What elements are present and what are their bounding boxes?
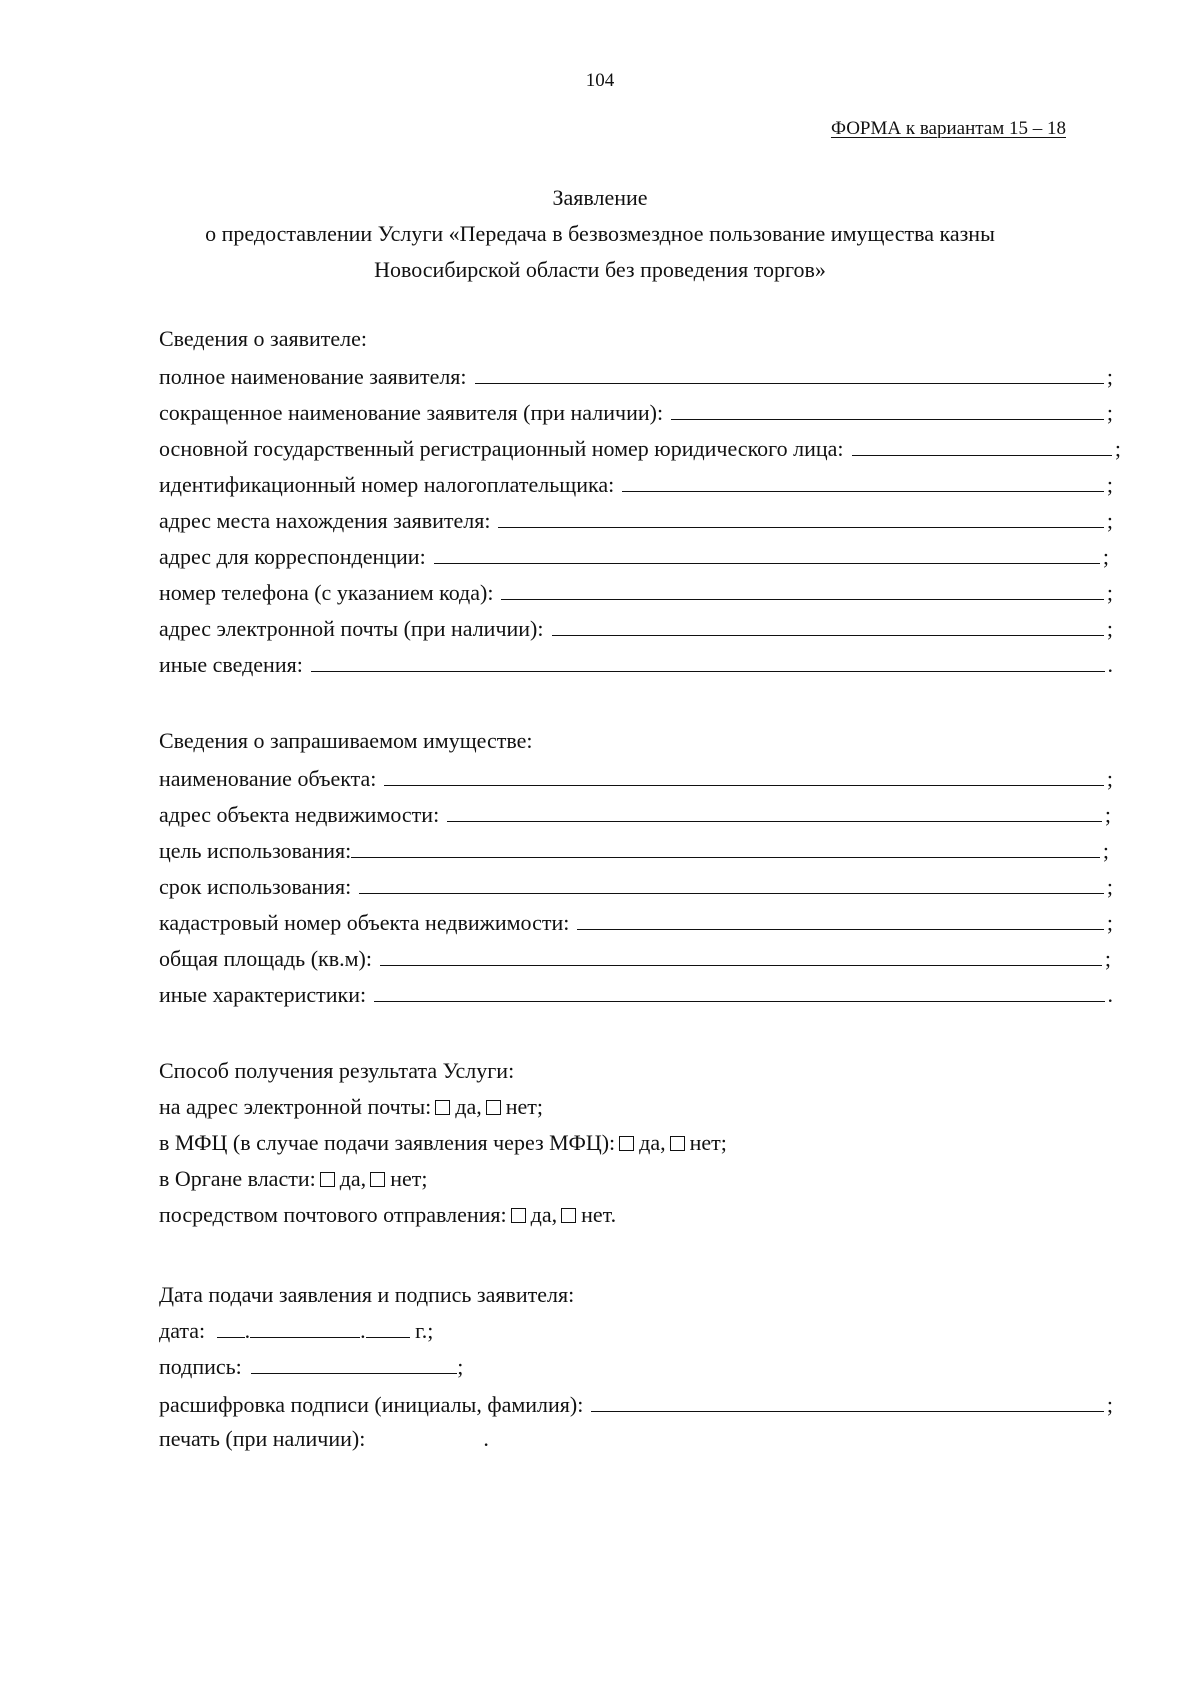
date-year-field[interactable] [366,1317,410,1338]
field-label: расшифровка подписи (инициалы, фамилия): [159,1392,584,1417]
document-title [0,180,1200,288]
signature-label: подпись: [159,1354,242,1379]
fill-line[interactable] [591,1410,1104,1412]
signature-row: подпись: ; [159,1354,464,1379]
form-variant-label: ФОРМА к вариантам 15 – 18 [830,118,1066,139]
field-inn: идентификационный номер налогоплательщика: ; [159,472,1113,497]
field-term: срок использования: ; [159,874,1113,899]
field-label: адрес электронной почты (при наличии): [159,616,544,641]
fill-line[interactable] [498,526,1103,528]
field-correspondence-address: адрес для корреспонденции: ; [159,544,1109,569]
stamp-row: печать (при наличии): . [159,1426,489,1451]
date-month-field[interactable] [250,1317,360,1338]
checkbox-no[interactable] [670,1136,685,1151]
title-line-3: Новосибирской области без проведения торгов» [374,257,826,282]
checkbox-yes[interactable] [320,1172,335,1187]
field-other-info: иные сведения: . [159,652,1113,677]
field-label: наименование объекта: [159,766,377,791]
field-location-address: адрес места нахождения заявителя: ; [159,508,1113,533]
field-ogrn: основной государственный регистрационный номер юридического лица: ; [159,436,1121,461]
checkbox-no[interactable] [486,1100,501,1115]
checkbox-yes[interactable] [619,1136,634,1151]
field-purpose: цель использования: ; [159,838,1109,863]
title-line-1: Заявление [552,185,648,210]
signature-heading: Дата подачи заявления и подпись заявителя: [159,1282,575,1307]
field-other-characteristics: иные характеристики: . [159,982,1113,1007]
fill-line[interactable] [475,382,1104,384]
delivery-heading: Способ получения результата Услуги: [159,1058,515,1083]
field-label: кадастровый номер объекта недвижимости: [159,910,570,935]
fill-line[interactable] [577,928,1104,930]
delivery-option-mfc: в МФЦ (в случае подачи заявления через МФЦ): да, нет; [159,1130,727,1155]
checkbox-no[interactable] [370,1172,385,1187]
delivery-option-email: на адрес электронной почты: да, нет; [159,1094,543,1119]
checkbox-yes[interactable] [511,1208,526,1223]
field-label: номер телефона (с указанием кода): [159,580,494,605]
field-label: идентификационный номер налогоплательщика: [159,472,615,497]
applicant-heading: Сведения о заявителе: [159,326,368,351]
fill-line[interactable] [351,856,1100,858]
title-line-2: о предоставлении Услуги «Передача в безвозмездное пользование имущества казны [205,221,995,246]
field-object-address: адрес объекта недвижимости: ; [159,802,1111,827]
fill-line[interactable] [501,598,1103,600]
property-heading: Сведения о запрашиваемом имуществе: [159,728,533,753]
fill-line[interactable] [434,562,1100,564]
delivery-option-post: посредством почтового отправления: да, нет. [159,1202,617,1227]
field-label: цель использования: [159,838,352,863]
field-label: иные характеристики: [159,982,367,1007]
field-label: адрес для корреспонденции: [159,544,426,569]
fill-line[interactable] [671,418,1104,420]
date-day-field[interactable] [217,1317,245,1338]
signature-field[interactable] [251,1353,457,1374]
date-label: дата: [159,1318,206,1343]
field-label: адрес объекта недвижимости: [159,802,440,827]
fill-line[interactable] [622,490,1104,492]
field-label: сокращенное наименование заявителя (при наличии): [159,400,664,425]
fill-line[interactable] [384,784,1103,786]
field-label: основной государственный регистрационный номер юридического лица: [159,436,844,461]
field-cadastral-number: кадастровый номер объекта недвижимости: ; [159,910,1113,935]
checkbox-no[interactable] [561,1208,576,1223]
field-label: срок использования: [159,874,352,899]
fill-line[interactable] [447,820,1102,822]
field-area: общая площадь (кв.м): ; [159,946,1111,971]
field-object-name: наименование объекта: ; [159,766,1113,791]
field-short-name: сокращенное наименование заявителя (при наличии): ; [159,400,1113,425]
field-label: иные сведения: [159,652,303,677]
date-row: дата: . . г.; [159,1318,434,1343]
field-label: адрес места нахождения заявителя: [159,508,491,533]
checkbox-yes[interactable] [435,1100,450,1115]
field-full-name: полное наименование заявителя: ; [159,364,1113,389]
fill-line[interactable] [552,634,1104,636]
field-email: адрес электронной почты (при наличии): ; [159,616,1113,641]
fill-line[interactable] [311,670,1105,672]
fill-line[interactable] [374,1000,1104,1002]
fill-line[interactable] [852,454,1112,456]
field-label: полное наименование заявителя: [159,364,467,389]
fill-line[interactable] [359,892,1104,894]
fill-line[interactable] [380,964,1102,966]
stamp-label: печать (при наличии): [159,1426,366,1451]
field-label: общая площадь (кв.м): [159,946,372,971]
delivery-option-authority: в Органе власти: да, нет; [159,1166,428,1191]
page-number: 104 [585,70,615,91]
field-phone: номер телефона (с указанием кода): ; [159,580,1113,605]
signature-decode-row: расшифровка подписи (инициалы, фамилия): ; [159,1392,1113,1417]
